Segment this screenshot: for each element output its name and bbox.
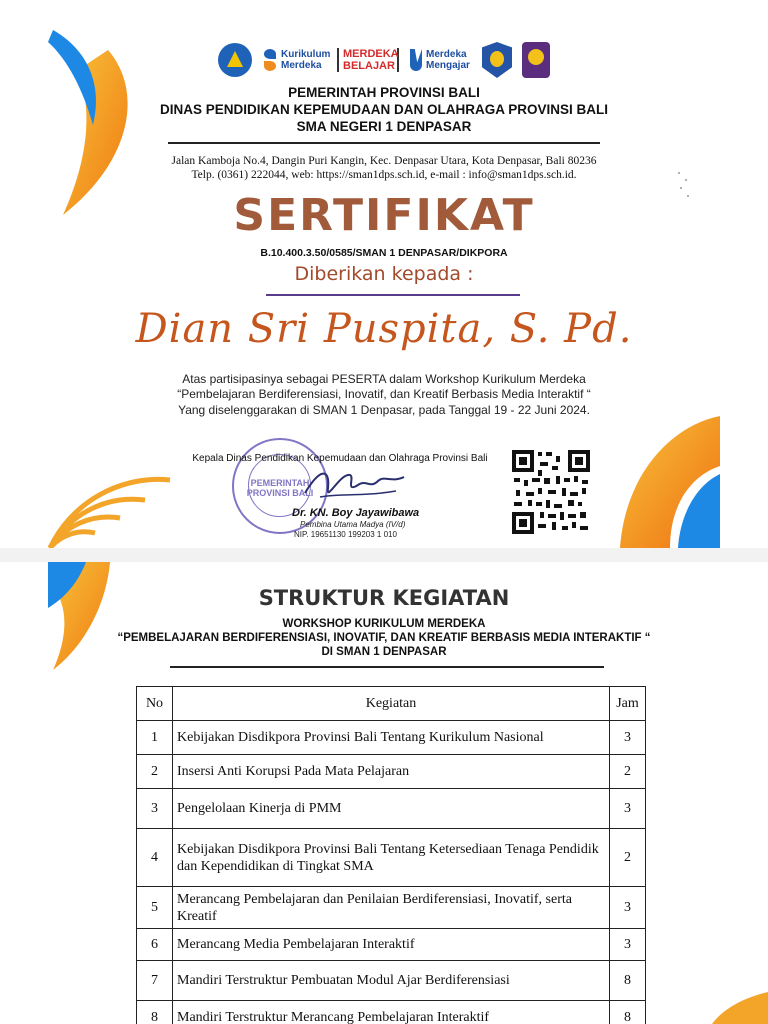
certificate-number: B.10.400.3.50/0585/SMAN 1 DENPASAR/DIKPORA	[260, 247, 508, 259]
header-jam: Jam	[610, 687, 646, 721]
orange-blue-swoosh-bottom-right	[610, 416, 720, 548]
kurikulum-merdeka-icon	[262, 47, 278, 73]
row-no: 4	[137, 829, 173, 887]
sman1-denpasar-logo	[522, 42, 550, 78]
activity-table	[136, 686, 646, 1024]
signatory-nip: NIP. 19651130 199203 1 010	[294, 530, 397, 539]
tut-wuri-handayani-logo	[218, 43, 252, 77]
row-jam: 3	[610, 887, 646, 929]
row-no: 2	[137, 755, 173, 789]
header-divider	[168, 142, 600, 144]
row-no: 6	[137, 929, 173, 961]
logo-row	[218, 40, 558, 80]
merdeka-mengajar-logo	[409, 48, 472, 72]
signatory-position: Kepala Dinas Pendidikan Kepemudaan dan Olahraga Provinsi Bali	[192, 453, 488, 464]
structure-page	[0, 562, 768, 1024]
table-row	[137, 929, 646, 961]
row-kegiatan: Kebijakan Disdikpora Provinsi Bali Tentang Kurikulum Nasional	[173, 721, 610, 755]
header-kegiatan: Kegiatan	[173, 687, 610, 721]
row-kegiatan: Merancang Pembelajaran dan Penilaian Berdiferensiasi, Inovatif, serta Kreatif	[173, 887, 610, 929]
merdeka-belajar-logo	[337, 48, 399, 72]
row-jam: 8	[610, 961, 646, 1001]
row-no: 3	[137, 789, 173, 829]
signatory-name: Dr. KN. Boy Jayawibawa	[292, 507, 420, 519]
given-to-underline	[266, 294, 520, 296]
structure-subtitle-2: “PEMBELAJARAN BERDIFERENSIASI, INOVATIF, DAN KREATIF BERBASIS MEDIA INTERAKTIF “	[117, 632, 651, 644]
row-kegiatan: Pengelolaan Kinerja di PMM	[173, 789, 610, 829]
orange-swoosh-bottom-right-page2	[692, 992, 768, 1024]
given-to-label: Diberikan kepada :	[294, 263, 474, 285]
row-jam: 3	[610, 929, 646, 961]
row-no: 5	[137, 887, 173, 929]
row-kegiatan: Mandiri Terstruktur Pembuatan Modul Ajar Berdiferensiasi	[173, 961, 610, 1001]
contact-line: Telp. (0361) 222044, web: https://sman1dps.sch.id, e-mail : info@sman1dps.sch.id.	[191, 169, 577, 181]
header-line-school: SMA NEGERI 1 DENPASAR	[296, 119, 472, 134]
header-no: No	[137, 687, 173, 721]
merdeka-belajar-text: MERDEKA BELAJAR	[343, 48, 399, 72]
bali-province-crest	[482, 42, 512, 78]
merdeka-mengajar-icon	[409, 48, 423, 72]
stamp-text: PEMERINTAH PROVINSI BALI	[246, 478, 314, 498]
row-no: 8	[137, 1001, 173, 1024]
row-no: 7	[137, 961, 173, 1001]
structure-title: STRUKTUR KEGIATAN	[258, 586, 510, 610]
page-separator	[0, 548, 768, 562]
structure-divider	[170, 666, 604, 668]
structure-subtitle-3: DI SMAN 1 DENPASAR	[321, 646, 447, 658]
description-line-2: “Pembelajaran Berdiferensiasi, Inovatif, dan Kreatif Berbasis Media Interaktif “	[177, 387, 591, 401]
row-jam: 8	[610, 1001, 646, 1024]
table-row	[137, 755, 646, 789]
merdeka-mengajar-text: Merdeka Mengajar	[426, 49, 470, 71]
row-kegiatan: Mandiri Terstruktur Merancang Pembelajaran Interaktif	[173, 1001, 610, 1024]
row-jam: 2	[610, 755, 646, 789]
description-line-1: Atas partisipasinya sebagai PESERTA dalam Workshop Kurikulum Merdeka	[182, 372, 586, 386]
row-kegiatan: Merancang Media Pembelajaran Interaktif	[173, 929, 610, 961]
certificate-title: SERTIFIKAT	[233, 190, 535, 241]
recipient-name: Dian Sri Puspita, S. Pd.	[135, 306, 633, 352]
description-line-3: Yang diselenggarakan di SMAN 1 Denpasar, pada Tanggal 19 - 22 Juni 2024.	[178, 403, 590, 417]
kurikulum-merdeka-logo	[262, 47, 331, 73]
address-line: Jalan Kamboja No.4, Dangin Puri Kangin, Kec. Denpasar Utara, Kota Denpasar, Bali 80236	[171, 155, 597, 167]
table-row	[137, 1001, 646, 1024]
row-kegiatan: Kebijakan Disdikpora Provinsi Bali Tentang Ketersediaan Tenaga Pendidik dan Kependidikan di Tingkat SMA	[173, 829, 610, 887]
table-row	[137, 887, 646, 929]
header-line-department: DINAS PENDIDIKAN KEPEMUDAAN DAN OLAHRAGA PROVINSI BALI	[159, 102, 609, 117]
table-row	[137, 829, 646, 887]
table-row	[137, 961, 646, 1001]
signatory-rank: Pembina Utama Madya (IV/d)	[300, 520, 406, 529]
row-jam: 2	[610, 829, 646, 887]
header-line-government: PEMERINTAH PROVINSI BALI	[288, 85, 480, 100]
dotted-decoration	[676, 170, 692, 200]
table-header-row	[137, 687, 646, 721]
orange-arcs-decoration	[40, 440, 180, 548]
table-row	[137, 789, 646, 829]
row-kegiatan: Insersi Anti Korupsi Pada Mata Pelajaran	[173, 755, 610, 789]
handwritten-signature	[300, 463, 410, 507]
row-jam: 3	[610, 789, 646, 829]
structure-subtitle-1: WORKSHOP KURIKULUM MERDEKA	[282, 618, 486, 630]
row-no: 1	[137, 721, 173, 755]
kurikulum-merdeka-text: Kurikulum Merdeka	[281, 49, 331, 71]
row-jam: 3	[610, 721, 646, 755]
table-row	[137, 721, 646, 755]
qr-code	[512, 450, 590, 534]
